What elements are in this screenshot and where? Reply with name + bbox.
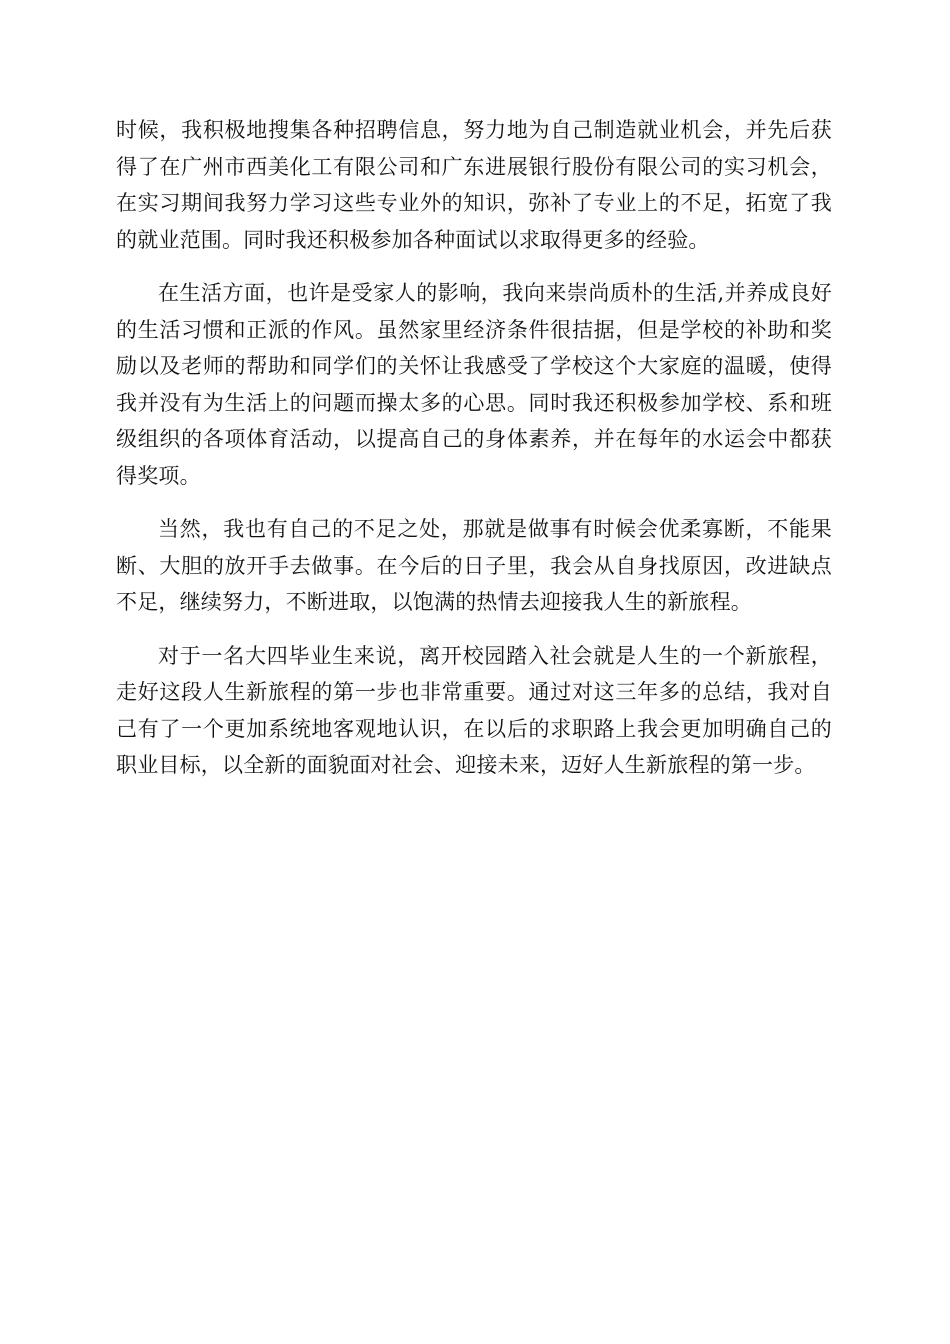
paragraph-4: 对于一名大四毕业生来说，离开校园踏入社会就是人生的一个新旅程，走好这段人生新旅程的第一步也非常重要。通过对这三年多的总结，我对自己有了一个更加系统地客观地认识，在以后的求职路上我会更加明确自己的职业目标，以全新的面貌面对社会、迎接未来，迈好人生新旅程的第一步。 [116,643,832,777]
paragraph-1: 时候，我积极地搜集各种招聘信息，努力地为自己制造就业机会，并先后获得了在广州市西美化工有限公司和广东进展银行股份有限公司的实习机会，在实习期间我努力学习这些专业外的知识，弥补了专业上的不足，拓宽了我的就业范围。同时我还积极参加各种面试以求取得更多的经验。 [116,118,832,252]
paragraph-3: 当然，我也有自己的不足之处，那就是做事有时候会优柔寡断，不能果断、大胆的放开手去做事。在今后的日子里，我会从自身找原因，改进缺点不足，继续努力，不断进取，以饱满的热情去迎接我人生的新旅程。 [116,517,832,614]
document-body [116,112,832,801]
paragraph-2: 在生活方面，也许是受家人的影响，我向来崇尚质朴的生活,并养成良好的生活习惯和正派的作风。虽然家里经济条件很拮据，但是学校的补助和奖励以及老师的帮助和同学们的关怀让我感受了学校这个大家庭的温暖，使得我并没有为生活上的问题而操太多的心思。同时我还积极参加学校、系和班级组织的各项体育活动，以提高自己的身体素养，并在每年的水运会中都获得奖项。 [116,281,832,488]
